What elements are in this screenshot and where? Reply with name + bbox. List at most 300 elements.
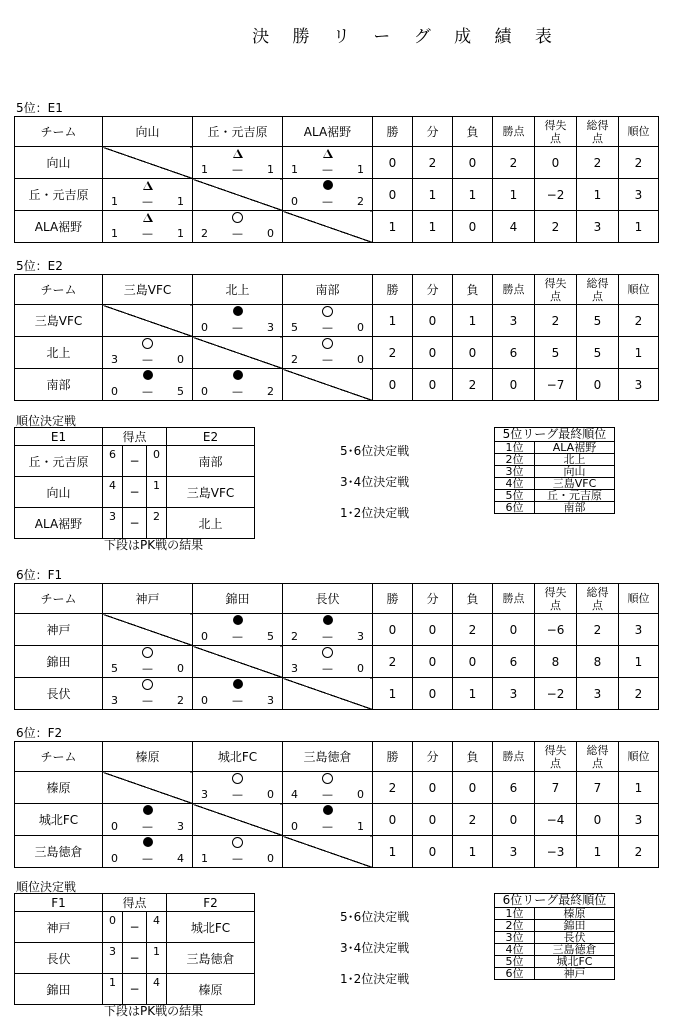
score-for: 0	[111, 852, 118, 865]
score-for: 1	[201, 852, 208, 865]
score-for: 2	[291, 630, 298, 643]
team-name: ALA裾野	[15, 211, 103, 243]
loss-dot-icon	[323, 180, 333, 190]
self-match-cell	[193, 646, 283, 678]
playoff-score-left: 4	[103, 477, 123, 508]
stat-cell: 0	[577, 369, 619, 401]
stat-cell: 1	[619, 646, 659, 678]
score-against: 5	[267, 630, 274, 643]
playoff-dash: −	[123, 943, 147, 974]
final-rank: 4位	[495, 478, 535, 490]
header-opponent: 向山	[103, 117, 193, 147]
playoff-team-right: 榛原	[167, 974, 255, 1005]
header-gf: 総得点	[577, 742, 619, 772]
loss-dot-icon	[143, 805, 153, 815]
stat-cell: 2	[619, 305, 659, 337]
final-ranking-row	[495, 932, 615, 944]
header-opponent: 神戸	[103, 584, 193, 614]
final-ranking-row	[495, 968, 615, 980]
header-loss: 負	[453, 117, 493, 147]
playoff-team-left: 長伏	[15, 943, 103, 974]
header-win: 勝	[373, 742, 413, 772]
score-against: 1	[357, 820, 364, 833]
table-row	[15, 305, 659, 337]
playoff-stage-label: 5･6位決定戦	[340, 910, 410, 924]
score-separator: —	[322, 662, 333, 675]
win-circle-icon	[142, 647, 153, 658]
stat-cell: 1	[619, 772, 659, 804]
win-circle-icon	[232, 212, 243, 223]
final-team: 長伏	[535, 932, 615, 944]
final-rank: 4位	[495, 944, 535, 956]
score-for: 3	[291, 662, 298, 675]
final-team: ALA裾野	[535, 442, 615, 454]
stat-cell: 0	[535, 147, 577, 179]
final-rank: 5位	[495, 490, 535, 502]
final-ranking-row	[495, 454, 615, 466]
group-label: 5位：E2	[16, 259, 63, 273]
win-circle-icon	[322, 338, 333, 349]
playoff-dash: −	[123, 446, 147, 477]
stat-cell: 2	[373, 772, 413, 804]
score-against: 0	[357, 353, 364, 366]
score-against: 0	[267, 788, 274, 801]
team-name: 神戸	[15, 614, 103, 646]
win-circle-icon	[232, 773, 243, 784]
win-circle-icon	[322, 773, 333, 784]
final-ranking-row	[495, 944, 615, 956]
match-result-cell	[103, 836, 193, 868]
playoff-table	[14, 427, 255, 539]
stat-cell: 3	[493, 305, 535, 337]
score-against: 0	[267, 852, 274, 865]
stat-cell: −2	[535, 678, 577, 710]
score-for: 0	[201, 321, 208, 334]
match-result-cell	[193, 211, 283, 243]
stat-cell: 2	[453, 804, 493, 836]
header-rank: 順位	[619, 584, 659, 614]
header-team: チーム	[15, 742, 103, 772]
header-gd: 得失点	[535, 275, 577, 305]
score-against: 3	[177, 820, 184, 833]
stat-cell: 3	[493, 678, 535, 710]
score-for: 2	[291, 353, 298, 366]
header-gf: 総得点	[577, 584, 619, 614]
playoff-team-left: 神戸	[15, 912, 103, 943]
playoff-dash: −	[123, 477, 147, 508]
playoff-dash: −	[123, 508, 147, 539]
score-against: 1	[177, 195, 184, 208]
stat-cell: 3	[493, 836, 535, 868]
score-separator: —	[322, 321, 333, 334]
final-rank: 2位	[495, 454, 535, 466]
match-result-cell	[193, 772, 283, 804]
header-opponent: 南部	[283, 275, 373, 305]
score-for: 1	[111, 195, 118, 208]
final-team: 神戸	[535, 968, 615, 980]
stat-cell: 1	[577, 836, 619, 868]
stat-cell: 0	[453, 337, 493, 369]
stat-cell: 0	[413, 337, 453, 369]
score-for: 0	[291, 820, 298, 833]
stat-cell: 2	[453, 369, 493, 401]
playoff-score-right: 4	[147, 912, 167, 943]
stat-cell: 1	[577, 179, 619, 211]
score-separator: —	[322, 630, 333, 643]
final-rank: 3位	[495, 932, 535, 944]
table-row	[15, 804, 659, 836]
header-pts: 勝点	[493, 117, 535, 147]
stat-cell: 8	[577, 646, 619, 678]
playoff-score-right: 1	[147, 477, 167, 508]
final-team: 三島VFC	[535, 478, 615, 490]
score-for: 2	[201, 227, 208, 240]
page-title: 決 勝 リ ー グ 成 績 表	[252, 27, 561, 47]
stat-cell: −3	[535, 836, 577, 868]
match-result-cell	[283, 646, 373, 678]
score-separator: —	[232, 630, 243, 643]
stat-cell: 0	[413, 804, 453, 836]
header-gd: 得失点	[535, 742, 577, 772]
stat-cell: 0	[493, 369, 535, 401]
header-gd: 得失点	[535, 117, 577, 147]
loss-dot-icon	[323, 615, 333, 625]
stat-cell: 0	[413, 836, 453, 868]
stat-cell: 1	[453, 179, 493, 211]
stat-cell: 3	[619, 179, 659, 211]
stat-cell: 1	[413, 211, 453, 243]
loss-dot-icon	[143, 837, 153, 847]
score-separator: —	[232, 163, 243, 176]
team-name: 長伏	[15, 678, 103, 710]
win-circle-icon	[142, 679, 153, 690]
header-team: チーム	[15, 117, 103, 147]
playoff-team-left: 丘・元吉原	[15, 446, 103, 477]
stat-cell: 5	[577, 337, 619, 369]
final-rank: 5位	[495, 956, 535, 968]
header-opponent: 榛原	[103, 742, 193, 772]
table-row	[15, 836, 659, 868]
stat-cell: 0	[413, 305, 453, 337]
team-name: 北上	[15, 337, 103, 369]
pk-note: 下段はPK戦の結果	[104, 1004, 204, 1018]
score-against: 2	[267, 385, 274, 398]
stat-cell: 1	[453, 305, 493, 337]
final-ranking-row	[495, 490, 615, 502]
final-rank: 1位	[495, 442, 535, 454]
stat-cell: 1	[373, 678, 413, 710]
header-pts: 勝点	[493, 742, 535, 772]
self-match-cell	[283, 678, 373, 710]
header-gf: 総得点	[577, 117, 619, 147]
stat-cell: 1	[453, 678, 493, 710]
self-match-cell	[283, 836, 373, 868]
match-result-cell	[193, 836, 283, 868]
table-row	[15, 369, 659, 401]
playoff-header-right: E2	[167, 428, 255, 446]
playoff-stage-label: 5･6位決定戦	[340, 444, 410, 458]
final-ranking-row	[495, 442, 615, 454]
stat-cell: 1	[619, 211, 659, 243]
match-result-cell	[103, 369, 193, 401]
header-gd: 得失点	[535, 584, 577, 614]
header-team: チーム	[15, 275, 103, 305]
header-rank: 順位	[619, 275, 659, 305]
stat-cell: −2	[535, 179, 577, 211]
playoff-team-right: 北上	[167, 508, 255, 539]
header-win: 勝	[373, 117, 413, 147]
stat-cell: 0	[413, 772, 453, 804]
final-team: 榛原	[535, 908, 615, 920]
loss-dot-icon	[323, 805, 333, 815]
match-result-cell	[193, 614, 283, 646]
stat-cell: 0	[413, 646, 453, 678]
table-row	[15, 337, 659, 369]
playoff-row	[15, 477, 255, 508]
score-against: 2	[357, 195, 364, 208]
score-against: 3	[357, 630, 364, 643]
match-result-cell	[283, 772, 373, 804]
score-for: 5	[291, 321, 298, 334]
playoff-team-left: 向山	[15, 477, 103, 508]
score-against: 1	[267, 163, 274, 176]
table-row	[15, 211, 659, 243]
stat-cell: 0	[373, 369, 413, 401]
stat-cell: 7	[535, 772, 577, 804]
loss-dot-icon	[233, 370, 243, 380]
stat-cell: 0	[493, 614, 535, 646]
match-result-cell	[193, 678, 283, 710]
header-opponent: ALA裾野	[283, 117, 373, 147]
win-circle-icon	[322, 647, 333, 658]
score-against: 5	[177, 385, 184, 398]
playoff-team-right: 南部	[167, 446, 255, 477]
playoff-score-left: 6	[103, 446, 123, 477]
group-label: 6位：F1	[16, 568, 63, 582]
team-name: 南部	[15, 369, 103, 401]
stat-cell: 1	[493, 179, 535, 211]
final-ranking-row	[495, 502, 615, 514]
playoff-score-left: 0	[103, 912, 123, 943]
header-row	[15, 584, 659, 614]
stat-cell: 1	[373, 305, 413, 337]
score-separator: —	[142, 820, 153, 833]
final-ranking-title: 6位リーグ最終順位	[495, 894, 615, 908]
final-rank: 1位	[495, 908, 535, 920]
table-row	[15, 678, 659, 710]
stat-cell: 5	[535, 337, 577, 369]
final-ranking-row	[495, 466, 615, 478]
score-for: 3	[111, 694, 118, 707]
loss-dot-icon	[233, 306, 243, 316]
self-match-cell	[103, 305, 193, 337]
stat-cell: 4	[493, 211, 535, 243]
team-name: 錦田	[15, 646, 103, 678]
score-separator: —	[142, 227, 153, 240]
final-rank: 6位	[495, 968, 535, 980]
stat-cell: 3	[619, 614, 659, 646]
stat-cell: 3	[577, 678, 619, 710]
score-separator: —	[322, 820, 333, 833]
score-for: 0	[201, 385, 208, 398]
pk-note: 下段はPK戦の結果	[104, 538, 204, 552]
match-result-cell	[283, 804, 373, 836]
playoff-score-right: 0	[147, 446, 167, 477]
header-opponent: 長伏	[283, 584, 373, 614]
score-separator: —	[232, 788, 243, 801]
stat-cell: 2	[577, 147, 619, 179]
final-team: 丘・元吉原	[535, 490, 615, 502]
score-for: 0	[111, 385, 118, 398]
stat-cell: 2	[373, 337, 413, 369]
stat-cell: 2	[577, 614, 619, 646]
header-team: チーム	[15, 584, 103, 614]
team-name: 城北FC	[15, 804, 103, 836]
self-match-cell	[193, 179, 283, 211]
self-match-cell	[283, 211, 373, 243]
team-name: 三島VFC	[15, 305, 103, 337]
draw-triangle-icon	[323, 149, 333, 158]
score-separator: —	[232, 227, 243, 240]
header-draw: 分	[413, 742, 453, 772]
score-separator: —	[322, 788, 333, 801]
final-rank: 2位	[495, 920, 535, 932]
stat-cell: 0	[453, 772, 493, 804]
header-rank: 順位	[619, 117, 659, 147]
self-match-cell	[193, 337, 283, 369]
stat-cell: 0	[493, 804, 535, 836]
score-for: 4	[291, 788, 298, 801]
self-match-cell	[193, 804, 283, 836]
stat-cell: 3	[619, 369, 659, 401]
stat-cell: 2	[535, 211, 577, 243]
league-table	[14, 741, 659, 868]
final-team: 北上	[535, 454, 615, 466]
score-separator: —	[232, 385, 243, 398]
stat-cell: −4	[535, 804, 577, 836]
header-pts: 勝点	[493, 275, 535, 305]
stat-cell: 0	[413, 678, 453, 710]
header-opponent: 三島VFC	[103, 275, 193, 305]
playoff-header-score: 得点	[103, 894, 167, 912]
final-ranking-row	[495, 908, 615, 920]
header-loss: 負	[453, 742, 493, 772]
match-result-cell	[283, 305, 373, 337]
table-row	[15, 646, 659, 678]
score-separator: —	[232, 694, 243, 707]
stat-cell: 1	[413, 179, 453, 211]
score-separator: —	[322, 195, 333, 208]
draw-triangle-icon	[143, 213, 153, 222]
stat-cell: 1	[373, 211, 413, 243]
playoff-header-left: E1	[15, 428, 103, 446]
score-separator: —	[142, 195, 153, 208]
playoff-score-left: 3	[103, 508, 123, 539]
playoff-row	[15, 943, 255, 974]
win-circle-icon	[142, 338, 153, 349]
score-against: 0	[357, 788, 364, 801]
stat-cell: 6	[493, 646, 535, 678]
stat-cell: 2	[493, 147, 535, 179]
win-circle-icon	[232, 837, 243, 848]
header-row	[15, 117, 659, 147]
playoff-header-left: F1	[15, 894, 103, 912]
final-ranking-table	[494, 427, 615, 514]
match-result-cell	[103, 678, 193, 710]
stat-cell: 0	[453, 147, 493, 179]
score-for: 1	[291, 163, 298, 176]
stat-cell: 7	[577, 772, 619, 804]
match-result-cell	[103, 804, 193, 836]
playoff-stage-label: 3･4位決定戦	[340, 475, 410, 489]
stat-cell: 0	[453, 211, 493, 243]
score-separator: —	[232, 852, 243, 865]
score-against: 3	[267, 694, 274, 707]
match-result-cell	[103, 179, 193, 211]
playoff-row	[15, 974, 255, 1005]
stat-cell: 5	[577, 305, 619, 337]
final-ranking-row	[495, 478, 615, 490]
header-loss: 負	[453, 584, 493, 614]
playoff-dash: −	[123, 974, 147, 1005]
table-row	[15, 179, 659, 211]
stat-cell: 1	[619, 337, 659, 369]
header-gf: 総得点	[577, 275, 619, 305]
final-team: 三島徳倉	[535, 944, 615, 956]
stat-cell: −6	[535, 614, 577, 646]
match-result-cell	[103, 646, 193, 678]
playoff-score-left: 1	[103, 974, 123, 1005]
score-against: 0	[357, 321, 364, 334]
match-result-cell	[103, 337, 193, 369]
score-against: 0	[177, 662, 184, 675]
team-name: 榛原	[15, 772, 103, 804]
playoff-team-left: ALA裾野	[15, 508, 103, 539]
playoff-label: 順位決定戦	[16, 880, 77, 894]
header-opponent: 三島徳倉	[283, 742, 373, 772]
table-row	[15, 614, 659, 646]
score-against: 0	[267, 227, 274, 240]
score-against: 0	[357, 662, 364, 675]
header-opponent: 北上	[193, 275, 283, 305]
final-ranking-table	[494, 893, 615, 980]
score-separator: —	[322, 353, 333, 366]
playoff-stage-label: 3･4位決定戦	[340, 941, 410, 955]
stat-cell: 2	[619, 836, 659, 868]
stat-cell: −7	[535, 369, 577, 401]
header-opponent: 錦田	[193, 584, 283, 614]
score-against: 1	[357, 163, 364, 176]
stat-cell: 6	[493, 337, 535, 369]
score-against: 0	[177, 353, 184, 366]
header-win: 勝	[373, 584, 413, 614]
playoff-team-right: 三島徳倉	[167, 943, 255, 974]
stat-cell: 0	[373, 804, 413, 836]
stat-cell: 1	[453, 836, 493, 868]
match-result-cell	[103, 211, 193, 243]
stat-cell: 0	[373, 179, 413, 211]
playoff-score-right: 4	[147, 974, 167, 1005]
group-label: 6位：F2	[16, 726, 63, 740]
header-row	[15, 275, 659, 305]
header-pts: 勝点	[493, 584, 535, 614]
score-for: 0	[201, 630, 208, 643]
header-opponent: 丘・元吉原	[193, 117, 283, 147]
stat-cell: 2	[535, 305, 577, 337]
final-team: 向山	[535, 466, 615, 478]
score-for: 0	[201, 694, 208, 707]
team-name: 三島徳倉	[15, 836, 103, 868]
